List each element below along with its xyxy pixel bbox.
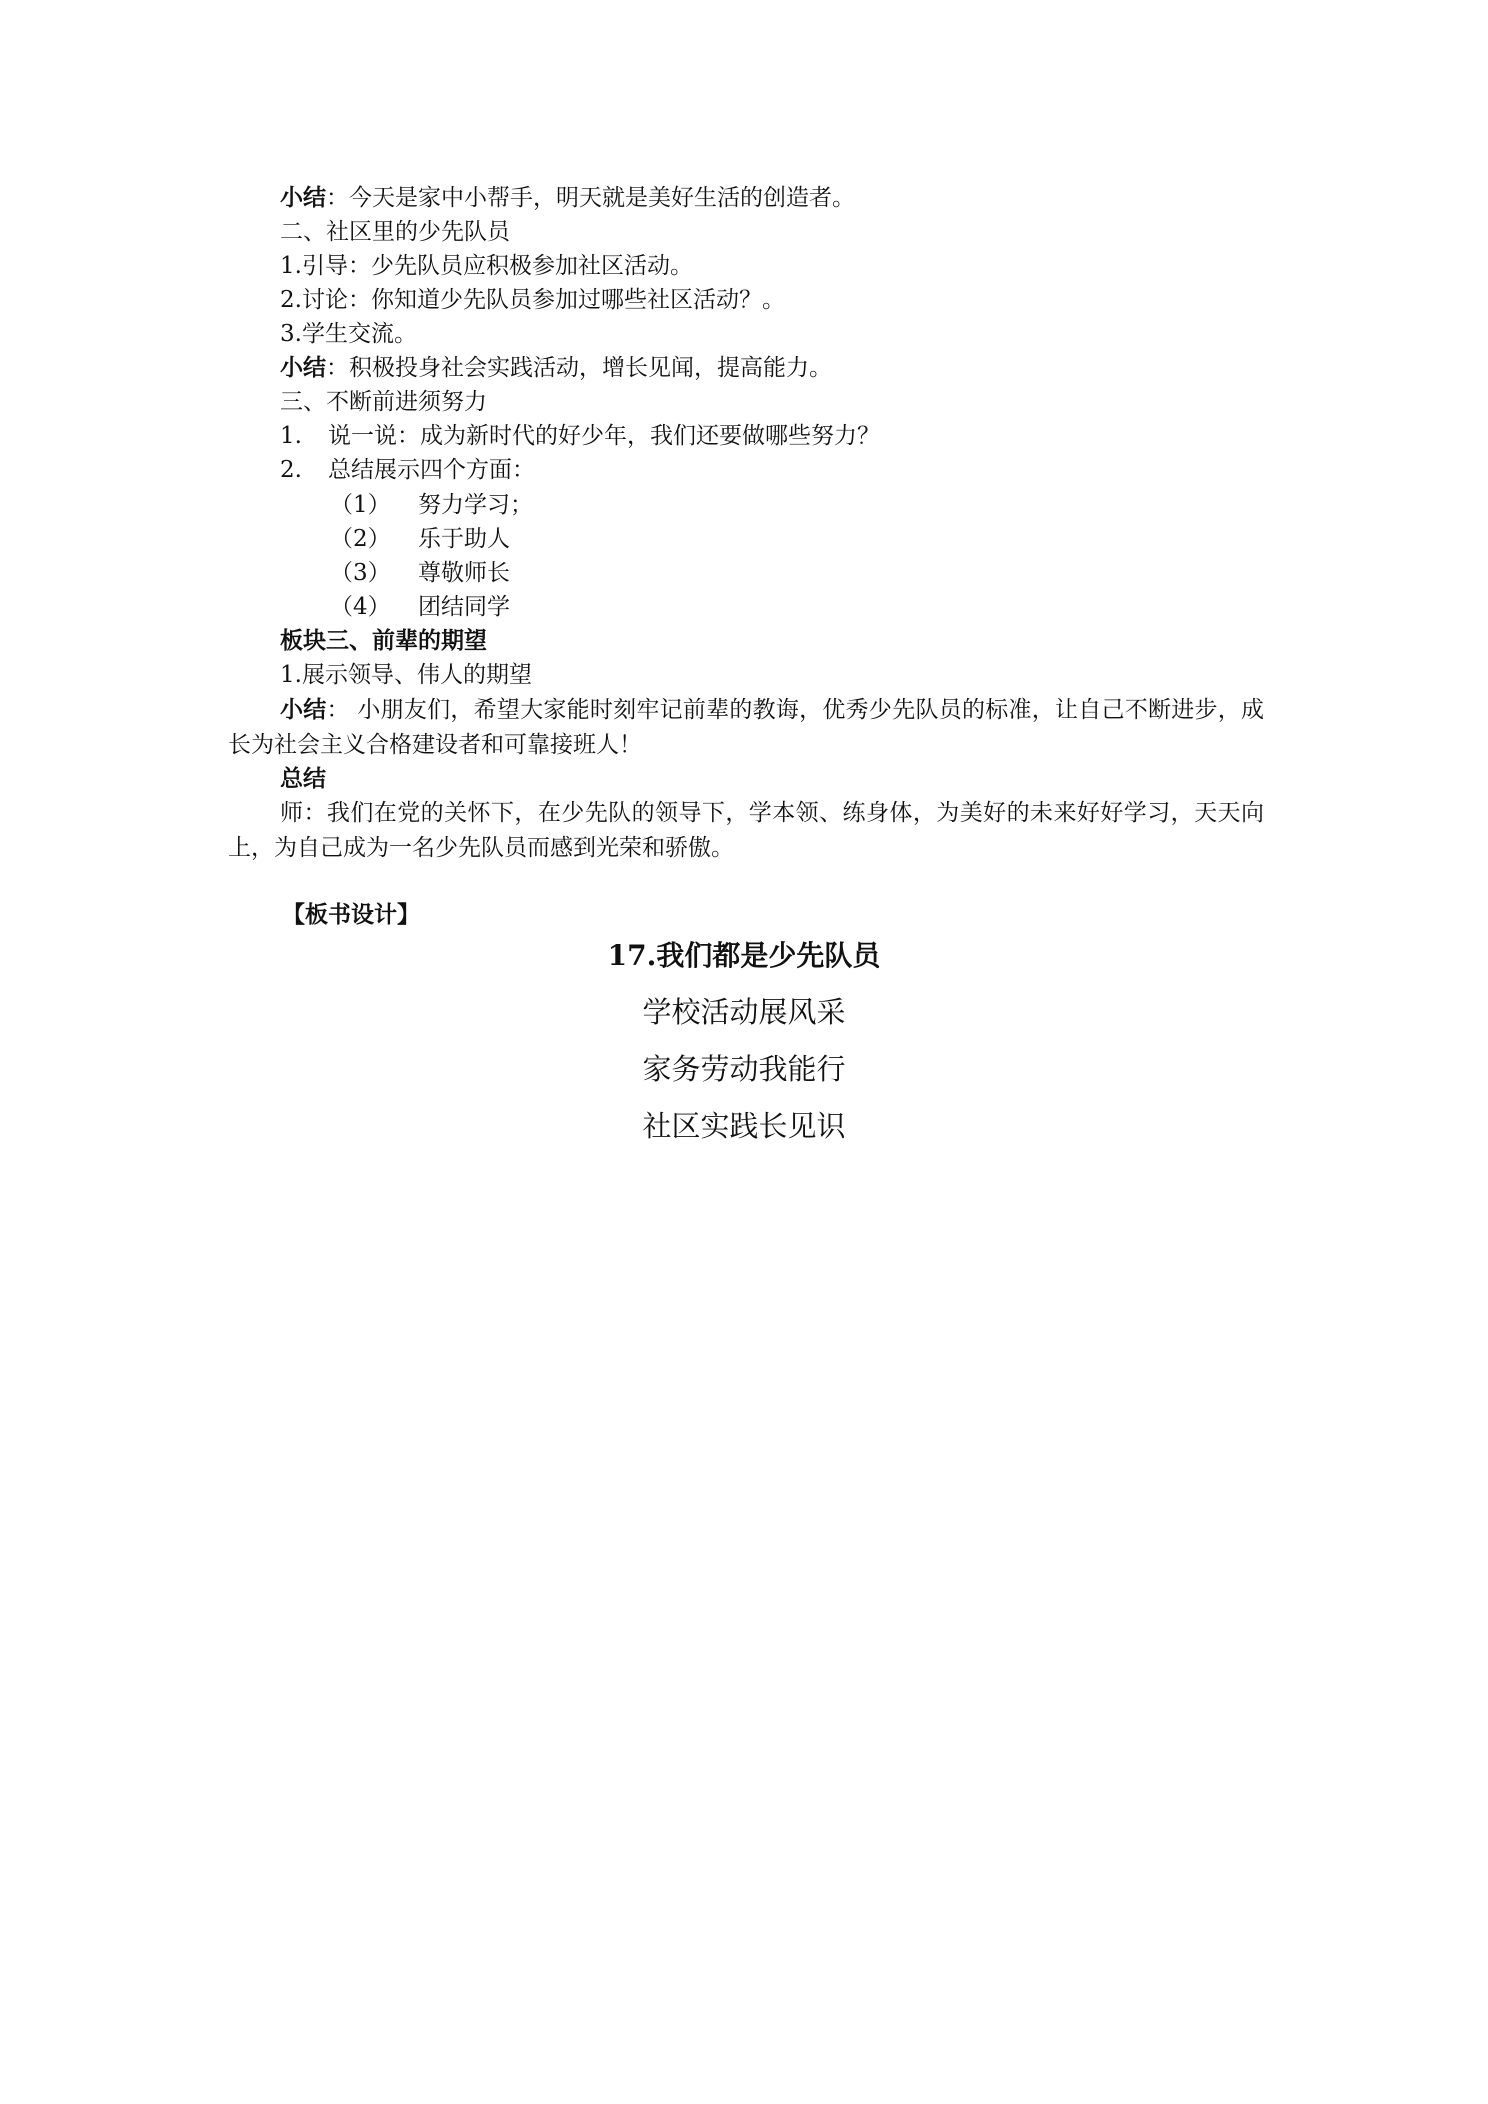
block-3-title: 板块三、前辈的期望 (280, 627, 487, 654)
section-3-item-2-num: 2. (280, 457, 302, 483)
summary-1-text: ：今天是家中小帮手，明天就是美好生活的创造者。 (326, 185, 855, 211)
aspect-3-text: 尊敬师长 (418, 560, 510, 586)
summary-1 (280, 181, 855, 215)
summary-3-text: ： 小朋友们，希望大家能时刻牢记前辈的教诲，优秀少先队员的标准，让自己不断进步，成长为社会主义合格建设者和可靠接班人！ (228, 697, 1265, 758)
summary-2-label: 小结 (280, 354, 326, 381)
board-heading: 【板书设计】 (282, 901, 420, 928)
aspect-1-num: （1） (330, 492, 391, 518)
summary-3-label: 小结 (280, 696, 327, 723)
section-2-item-3: 3.学生交流。 (280, 321, 417, 347)
board-item-1: 学校活动展风采 (642, 995, 846, 1029)
section-3-item-2 (280, 453, 535, 487)
summary-3 (228, 692, 1264, 763)
section-3-item-1 (280, 419, 880, 453)
summary-2 (280, 351, 832, 385)
summary-2-text: ：积极投身社会实践活动，增长见闻，提高能力。 (326, 355, 832, 381)
section-2-item-2: 2.讨论：你知道少先队员参加过哪些社区活动？。 (280, 287, 785, 313)
aspect-4-text: 团结同学 (418, 594, 510, 620)
board-item-2: 家务劳动我能行 (642, 1052, 846, 1086)
board-item-3: 社区实践长见识 (642, 1109, 846, 1143)
section-2-item-1: 1.引导：少先队员应积极参加社区活动。 (280, 253, 693, 279)
section-3-item-1-num: 1. (280, 423, 302, 449)
block-3-item-1: 1.展示领导、伟人的期望 (280, 662, 532, 688)
aspect-2-text: 乐于助人 (418, 526, 510, 552)
summary-1-label: 小结 (280, 184, 326, 211)
aspect-1-text: 努力学习； (418, 492, 533, 518)
section-3-item-2-text: 总结展示四个方面： (327, 457, 535, 483)
board-title: 17.我们都是少先队员 (607, 939, 881, 972)
aspect-3-num: （3） (330, 560, 391, 586)
conclusion-title: 总结 (280, 765, 326, 792)
section-3-item-1-text: 说一说：成为新时代的好少年，我们还要做哪些努力？ (327, 423, 880, 449)
aspect-4-num: （4） (330, 594, 391, 620)
aspect-2-num: （2） (330, 526, 391, 552)
section-3-title: 三、不断前进须努力 (280, 389, 487, 415)
section-2-title: 二、社区里的少先队员 (280, 219, 510, 245)
conclusion-text: 师：我们在党的关怀下，在少先队的领导下，学本领、练身体，为美好的未来好好学习，天天向上，为自己成为一名少先队员而感到光荣和骄傲。 (228, 800, 1264, 861)
